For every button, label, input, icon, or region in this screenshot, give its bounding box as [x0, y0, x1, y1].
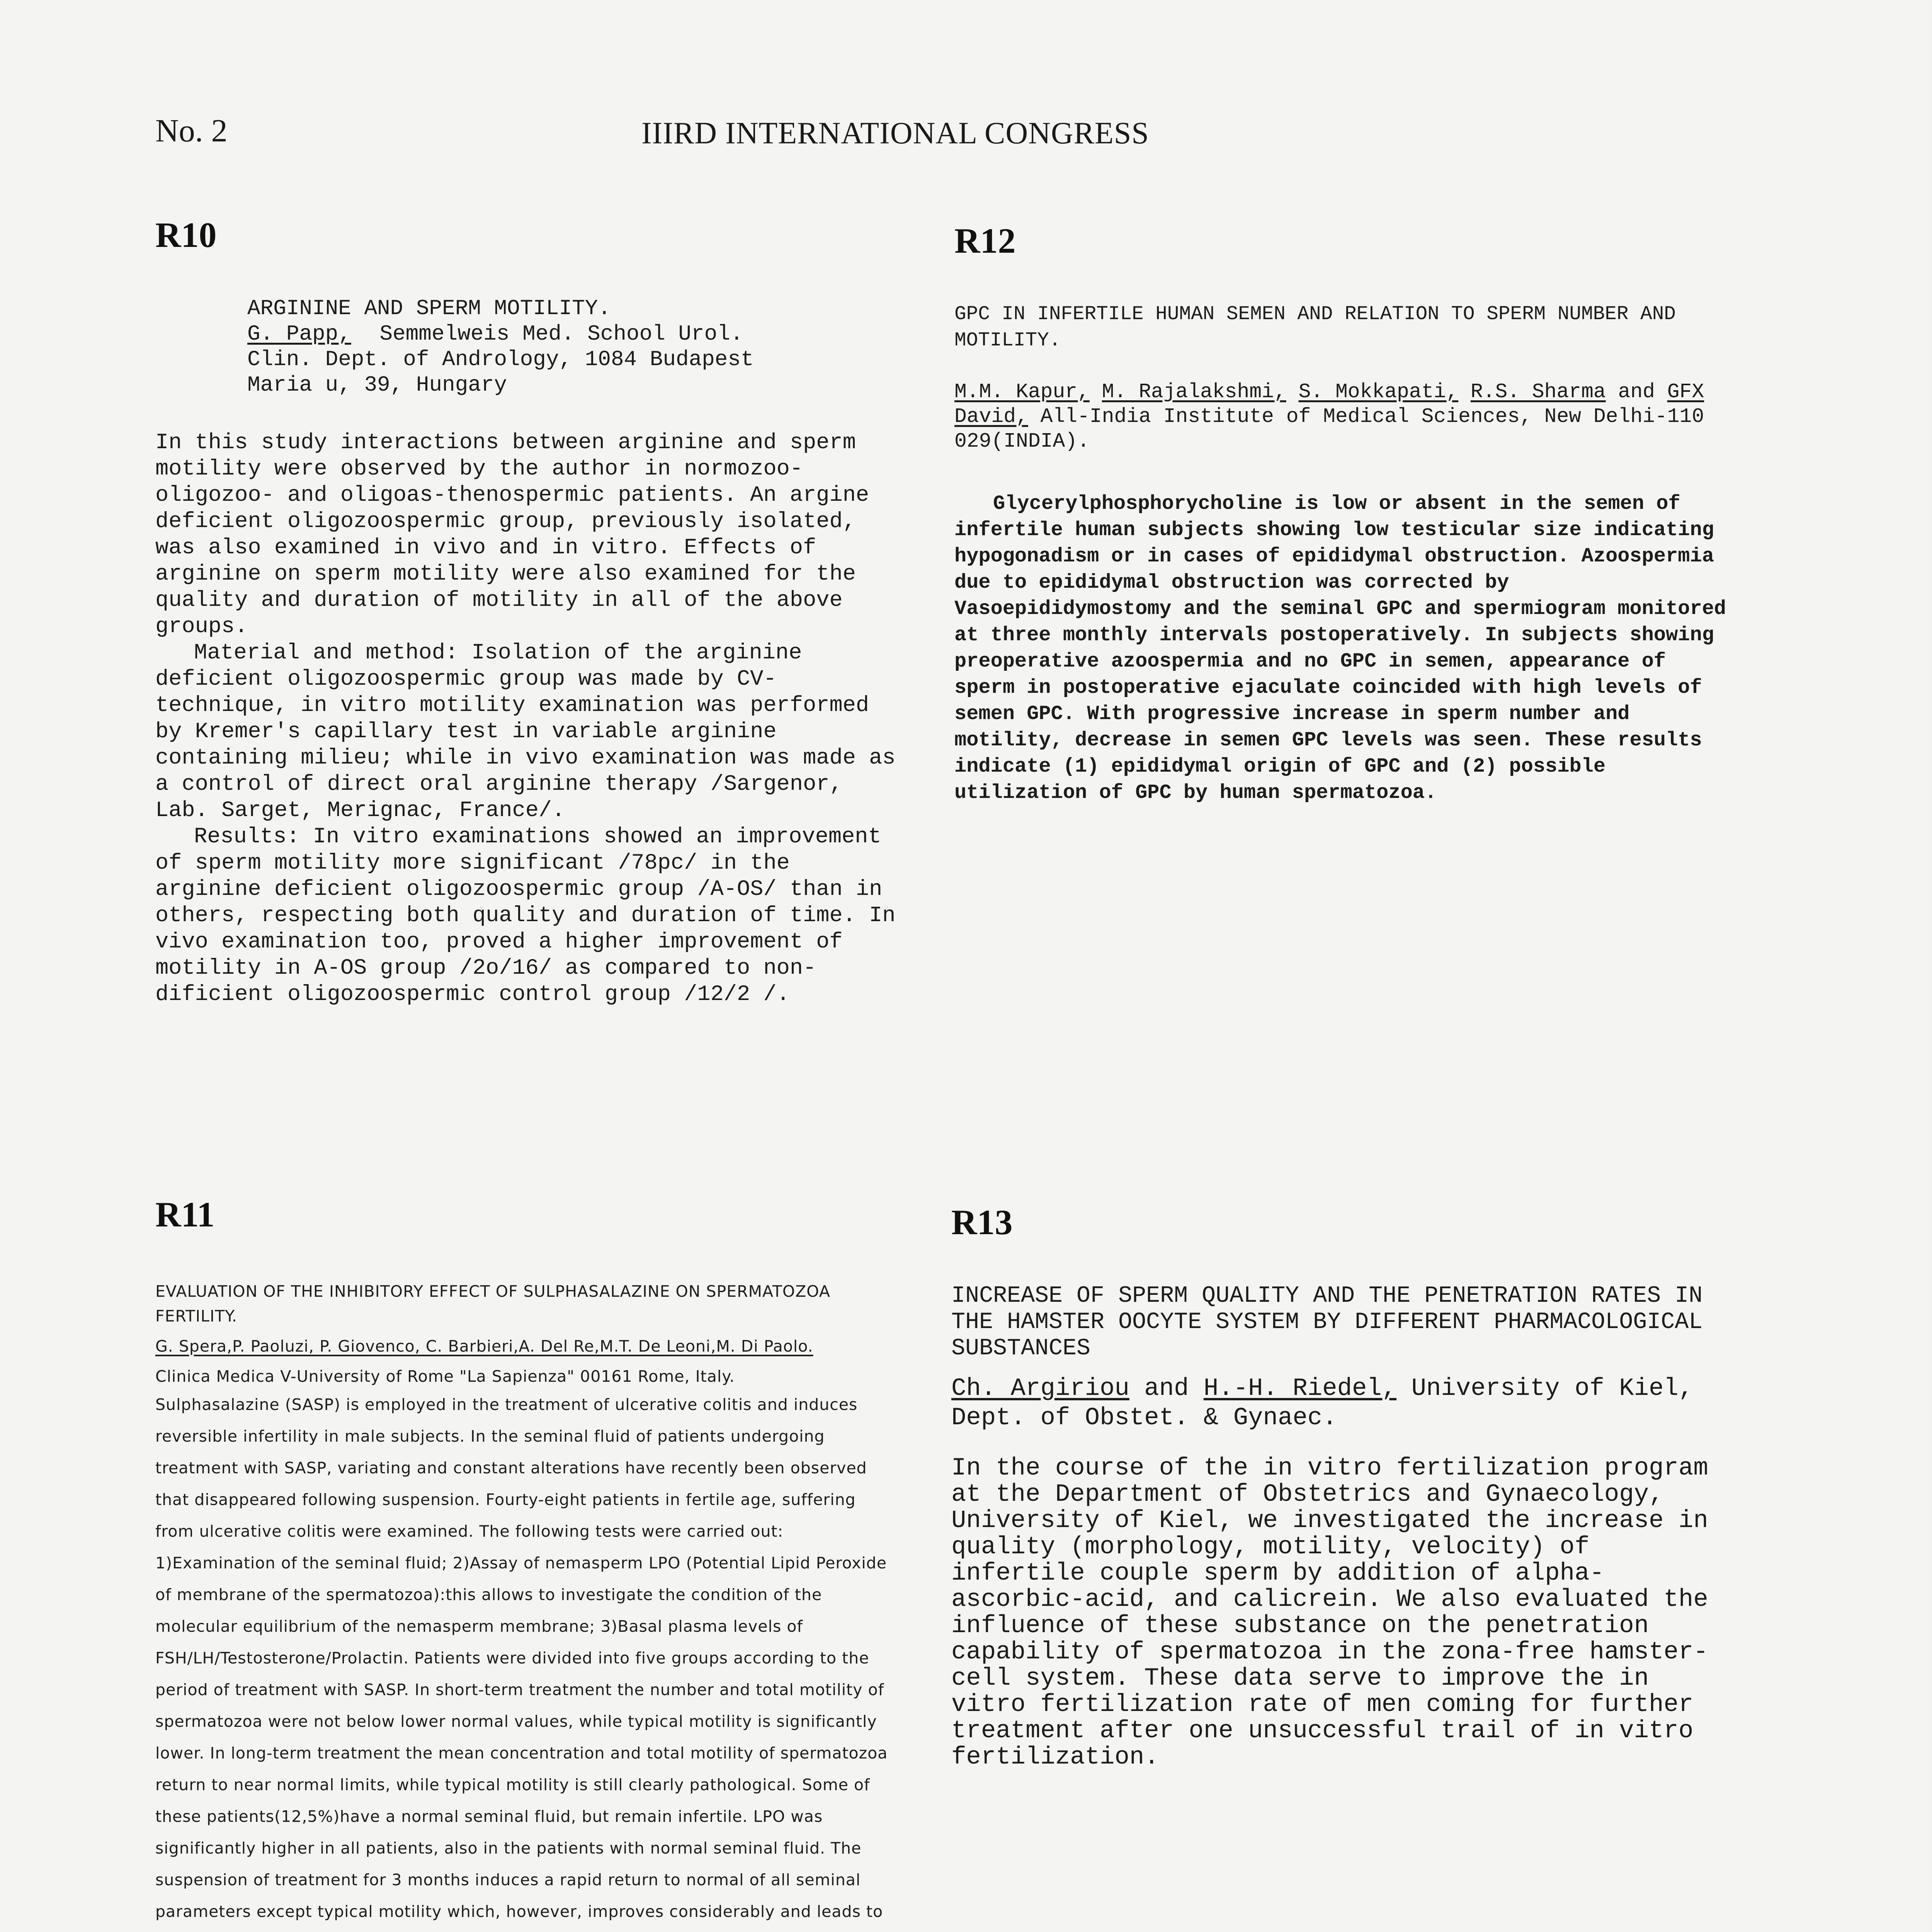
r13-authors	[951, 1374, 1732, 1433]
r12-author-5: GFX David,	[954, 380, 1704, 428]
r13-author-joiner: and	[1144, 1375, 1189, 1403]
r13-body: In the course of the in vitro fertilization program at the Department of Obstetrics and Gynaecology, University of Kiel, we investigated the increase in quality (morphology, motility, velocity) of infertile couple sperm by addition of alpha-ascorbic-acid, and calicrein. We also evaluated the influence of these substance on the penetration capability of spermatozoa in the zona-free hamster-cell system. These data serve to improve the in vitro fertilization rate of men coming for further treatment after one unsuccessful trail of in vitro fertilization.	[951, 1454, 1708, 1771]
r13-title: INCREASE OF SPERM QUALITY AND THE PENETRATION RATES IN THE HAMSTER OOCYTE SYSTEM BY DIFFERENT PHARMACOLOGICAL SUBSTANCES	[951, 1283, 1703, 1362]
abstract-id-r13: R13	[951, 1202, 1013, 1242]
r13-author-2: H.-H. Riedel,	[1203, 1375, 1397, 1403]
r11-block	[155, 1279, 897, 1932]
r12-author-3: S. Mokkapati,	[1298, 380, 1459, 403]
r12-title: GPC IN INFERTILE HUMAN SEMEN AND RELATION TO SPERM NUMBER AND MOTILITY.	[954, 303, 1676, 352]
r12-authors	[954, 379, 1727, 454]
r10-body	[155, 430, 897, 1008]
r10-header-block	[247, 296, 943, 398]
r11-authors: G. Spera,P. Paoluzi, P. Giovenco, C. Barbieri,A. Del Re,M.T. De Leoni,M. Di Paolo.	[155, 1337, 813, 1355]
abstract-id-r12: R12	[954, 221, 1016, 260]
abstract-id-r11: R11	[155, 1195, 215, 1234]
r11-affiliation: Clinica Medica V-University of Rome "La Sapienza" 00161 Rome, Italy.	[155, 1367, 735, 1386]
abstract-id-r10: R10	[155, 215, 217, 255]
r10-affiliation-1: Semmelweis Med. School Urol.	[379, 321, 743, 346]
r12-author-2: M. Rajalakshmi,	[1102, 380, 1286, 403]
r10-affiliation-2: Clin. Dept. of Andrology, 1084 Budapest	[247, 347, 754, 372]
r13-author-1: Ch. Argiriou	[951, 1375, 1129, 1403]
r10-paragraph-2: Material and method: Isolation of the arginine deficient oligozoospermic group was made by CV-technique, in vitro motility examination was performed by Kremer's capillary test in variable arginine containing milieu; while in vivo examination was made as a control of direct oral arginine therapy /Sargenor, Lab. Sarget, Merignac, France/.	[155, 641, 896, 823]
r12-author-1: M.M. Kapur,	[954, 380, 1090, 403]
r10-title: ARGININE AND SPERM MOTILITY.	[247, 296, 611, 321]
page-binding-shadow	[1928, 0, 1932, 1932]
r12-author-joiner: and	[1618, 380, 1655, 403]
r10-paragraph-1: In this study interactions between arginine and sperm motility were observed by the author in normozoo- oligozoo- and oligoas-thenospermic patients. An argine deficient oligozoospermic group, previously isolated, was also examined in vivo and in vitro. Effects of arginine on sperm motility were also examined for the quality and duration of motility in all of the above groups.	[155, 430, 869, 639]
r10-affiliation-3: Maria u, 39, Hungary	[247, 372, 507, 397]
issue-number: No. 2	[155, 113, 228, 149]
r12-affiliation: All-India Institute of Medical Sciences, New Delhi-110 029(INDIA).	[954, 405, 1704, 453]
r11-title: EVALUATION OF THE INHIBITORY EFFECT OF SULPHASALAZINE ON SPERMATOZOA FERTILITY.	[155, 1282, 830, 1325]
r10-author: G. Papp,	[247, 321, 351, 346]
r10-paragraph-3: Results: In vitro examinations showed an improvement of sperm motility more significant /78pc/ in the arginine deficient oligozoospermic group /A-OS/ than in others, respecting both quality and duration of time. In vivo examination too, proved a higher improvement of motility in A-OS group /2o/16/ as compared to non-dificient oligozoospermic control group /12/2 /.	[155, 825, 896, 1007]
r12-body: Glycerylphosphorycholine is low or absent in the semen of infertile human subjects showing low testicular size indicating hypogonadism or in cases of epididymal obstruction. Azoospermia due to epididymal obstruction was corrected by Vasoepididymostomy and the seminal GPC and spermiogram monitored at three monthly intervals postoperatively. In subjects showing preoperative azoospermia and no GPC in semen, appearance of sperm in postoperative ejaculate coincided with high levels of semen GPC. With progressive increase in sperm number and motility, decrease in semen GPC levels was seen. These results indicate (1) epididymal origin of GPC and (2) possible utilization of GPC by human spermatozoa.	[954, 492, 1726, 804]
r10-author-line	[247, 321, 943, 347]
r13-affiliation: University of Kiel, Dept. of Obstet. & Gynaec.	[951, 1375, 1694, 1432]
r12-author-4: R.S. Sharma	[1470, 380, 1606, 403]
r11-body-text: Sulphasalazine (SASP) is employed in the treatment of ulcerative colitis and induces reversible infertility in male subjects. In the seminal fluid of patients undergoing treatment with SASP, variating and constant alterations have recently been observed that disappeared following suspension. Fourty-eight patients in fertile age, suffering from ulcerative colitis were examined. The following tests were carried out: 1)Examination of the seminal fluid; 2)Assay of nemasperm LPO (Potential Lipid Peroxide of membrane of the spermatozoa):this allows to investigate the condition of the molecular equilibrium of the nemasperm membrane; 3)Basal plasma levels of FSH/LH/Testosterone/Prolactin. Patients were divided into five groups according to the period of treatment with SASP. In short-term treatment the number and total motility of spermatozoa were not below lower normal values, while typical motility is significantly lower. In long-term treatment the mean concentration and total motility of spermatozoa return to near normal limits, while typical motility is still clearly pathological. Some of these patients(12,5%)have a normal seminal fluid, but remain infertile. LPO was significantly higher in all patients, also in the patients with normal seminal fluid. The suspension of treatment for 3 months induces a rapid return to normal of all seminal parameters except typical motility which, however, improves considerably and leads to	[155, 1395, 888, 1921]
journal-title: IIIRD INTERNATIONAL CONGRESS	[641, 116, 1149, 150]
